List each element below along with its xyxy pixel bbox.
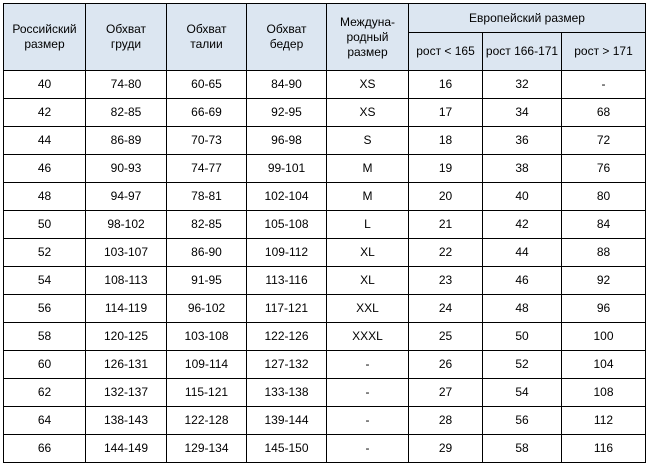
cell-chest: 108-113: [86, 267, 167, 295]
cell-chest: 144-149: [86, 435, 167, 463]
header-russian-size: Российский размер: [4, 4, 86, 71]
cell-hips: 117-121: [247, 295, 327, 323]
cell-international-size: -: [327, 435, 409, 463]
cell-eu-height-166-171: 40: [483, 183, 562, 211]
cell-international-size: XL: [327, 267, 409, 295]
cell-waist: 109-114: [167, 351, 247, 379]
cell-chest: 98-102: [86, 211, 167, 239]
size-chart-container: [3, 3, 645, 463]
header-row-top: [4, 4, 646, 33]
cell-eu-height-lt-165: 25: [409, 323, 483, 351]
cell-eu-height-166-171: 32: [483, 71, 562, 99]
cell-hips: 99-101: [247, 155, 327, 183]
cell-eu-height-166-171: 56: [483, 407, 562, 435]
cell-russian-size: 40: [4, 71, 86, 99]
cell-eu-height-166-171: 58: [483, 435, 562, 463]
cell-eu-height-gt-171: 84: [562, 211, 646, 239]
cell-waist: 82-85: [167, 211, 247, 239]
table-row: [4, 183, 646, 211]
cell-chest: 86-89: [86, 127, 167, 155]
cell-eu-height-gt-171: 100: [562, 323, 646, 351]
cell-eu-height-166-171: 44: [483, 239, 562, 267]
table-row: [4, 351, 646, 379]
cell-eu-height-lt-165: 16: [409, 71, 483, 99]
header-hips: Обхват бедер: [247, 4, 327, 71]
header-chest: Обхват груди: [86, 4, 167, 71]
cell-eu-height-166-171: 50: [483, 323, 562, 351]
cell-international-size: L: [327, 211, 409, 239]
cell-waist: 60-65: [167, 71, 247, 99]
cell-international-size: XS: [327, 71, 409, 99]
cell-hips: 105-108: [247, 211, 327, 239]
size-chart-table: [3, 3, 646, 463]
cell-eu-height-166-171: 48: [483, 295, 562, 323]
cell-hips: 133-138: [247, 379, 327, 407]
table-header: [4, 4, 646, 71]
cell-russian-size: 58: [4, 323, 86, 351]
cell-eu-height-lt-165: 26: [409, 351, 483, 379]
cell-waist: 96-102: [167, 295, 247, 323]
cell-eu-height-lt-165: 27: [409, 379, 483, 407]
cell-chest: 114-119: [86, 295, 167, 323]
table-row: [4, 379, 646, 407]
header-waist: Обхват талии: [167, 4, 247, 71]
header-height-166-171: рост 166-171: [483, 33, 562, 71]
cell-eu-height-166-171: 52: [483, 351, 562, 379]
cell-eu-height-lt-165: 20: [409, 183, 483, 211]
cell-russian-size: 62: [4, 379, 86, 407]
cell-eu-height-gt-171: -: [562, 71, 646, 99]
table-row: [4, 71, 646, 99]
cell-international-size: XXL: [327, 295, 409, 323]
cell-waist: 74-77: [167, 155, 247, 183]
cell-russian-size: 48: [4, 183, 86, 211]
cell-eu-height-lt-165: 23: [409, 267, 483, 295]
cell-russian-size: 42: [4, 99, 86, 127]
cell-eu-height-lt-165: 24: [409, 295, 483, 323]
cell-waist: 70-73: [167, 127, 247, 155]
cell-international-size: S: [327, 127, 409, 155]
cell-eu-height-gt-171: 92: [562, 267, 646, 295]
table-row: [4, 127, 646, 155]
cell-chest: 138-143: [86, 407, 167, 435]
cell-waist: 129-134: [167, 435, 247, 463]
cell-international-size: M: [327, 155, 409, 183]
cell-eu-height-166-171: 38: [483, 155, 562, 183]
cell-waist: 115-121: [167, 379, 247, 407]
cell-international-size: M: [327, 183, 409, 211]
cell-eu-height-gt-171: 108: [562, 379, 646, 407]
cell-eu-height-gt-171: 116: [562, 435, 646, 463]
cell-russian-size: 64: [4, 407, 86, 435]
cell-waist: 78-81: [167, 183, 247, 211]
table-row: [4, 267, 646, 295]
cell-chest: 82-85: [86, 99, 167, 127]
cell-international-size: XS: [327, 99, 409, 127]
cell-chest: 120-125: [86, 323, 167, 351]
cell-eu-height-gt-171: 80: [562, 183, 646, 211]
table-row: [4, 99, 646, 127]
cell-hips: 84-90: [247, 71, 327, 99]
cell-international-size: -: [327, 379, 409, 407]
cell-international-size: -: [327, 407, 409, 435]
cell-hips: 113-116: [247, 267, 327, 295]
cell-eu-height-lt-165: 18: [409, 127, 483, 155]
cell-chest: 74-80: [86, 71, 167, 99]
table-row: [4, 239, 646, 267]
cell-eu-height-gt-171: 112: [562, 407, 646, 435]
cell-eu-height-lt-165: 21: [409, 211, 483, 239]
cell-chest: 94-97: [86, 183, 167, 211]
header-international-size: Междуна- родный размер: [327, 4, 409, 71]
cell-eu-height-lt-165: 22: [409, 239, 483, 267]
table-row: [4, 407, 646, 435]
cell-waist: 91-95: [167, 267, 247, 295]
cell-eu-height-lt-165: 28: [409, 407, 483, 435]
cell-eu-height-gt-171: 76: [562, 155, 646, 183]
cell-chest: 132-137: [86, 379, 167, 407]
cell-russian-size: 60: [4, 351, 86, 379]
header-european-size: Европейский размер: [409, 4, 646, 33]
cell-russian-size: 46: [4, 155, 86, 183]
cell-international-size: XXXL: [327, 323, 409, 351]
table-row: [4, 295, 646, 323]
cell-russian-size: 52: [4, 239, 86, 267]
cell-russian-size: 50: [4, 211, 86, 239]
cell-international-size: -: [327, 351, 409, 379]
cell-russian-size: 66: [4, 435, 86, 463]
table-body: [4, 71, 646, 463]
cell-eu-height-lt-165: 29: [409, 435, 483, 463]
cell-eu-height-166-171: 34: [483, 99, 562, 127]
cell-eu-height-166-171: 46: [483, 267, 562, 295]
cell-waist: 66-69: [167, 99, 247, 127]
cell-eu-height-gt-171: 104: [562, 351, 646, 379]
cell-eu-height-lt-165: 19: [409, 155, 483, 183]
table-row: [4, 155, 646, 183]
cell-eu-height-166-171: 42: [483, 211, 562, 239]
cell-eu-height-gt-171: 68: [562, 99, 646, 127]
cell-hips: 127-132: [247, 351, 327, 379]
cell-chest: 90-93: [86, 155, 167, 183]
cell-hips: 139-144: [247, 407, 327, 435]
cell-international-size: XL: [327, 239, 409, 267]
cell-hips: 145-150: [247, 435, 327, 463]
cell-hips: 109-112: [247, 239, 327, 267]
table-row: [4, 211, 646, 239]
cell-russian-size: 56: [4, 295, 86, 323]
cell-eu-height-lt-165: 17: [409, 99, 483, 127]
cell-chest: 103-107: [86, 239, 167, 267]
cell-waist: 122-128: [167, 407, 247, 435]
cell-eu-height-166-171: 54: [483, 379, 562, 407]
header-height-gt-171: рост > 171: [562, 33, 646, 71]
cell-hips: 96-98: [247, 127, 327, 155]
cell-chest: 126-131: [86, 351, 167, 379]
cell-hips: 102-104: [247, 183, 327, 211]
table-row: [4, 435, 646, 463]
cell-waist: 86-90: [167, 239, 247, 267]
cell-russian-size: 44: [4, 127, 86, 155]
cell-eu-height-gt-171: 88: [562, 239, 646, 267]
cell-waist: 103-108: [167, 323, 247, 351]
cell-eu-height-gt-171: 96: [562, 295, 646, 323]
table-row: [4, 323, 646, 351]
cell-russian-size: 54: [4, 267, 86, 295]
cell-eu-height-166-171: 36: [483, 127, 562, 155]
cell-hips: 122-126: [247, 323, 327, 351]
cell-eu-height-gt-171: 72: [562, 127, 646, 155]
cell-hips: 92-95: [247, 99, 327, 127]
header-height-lt-165: рост < 165: [409, 33, 483, 71]
